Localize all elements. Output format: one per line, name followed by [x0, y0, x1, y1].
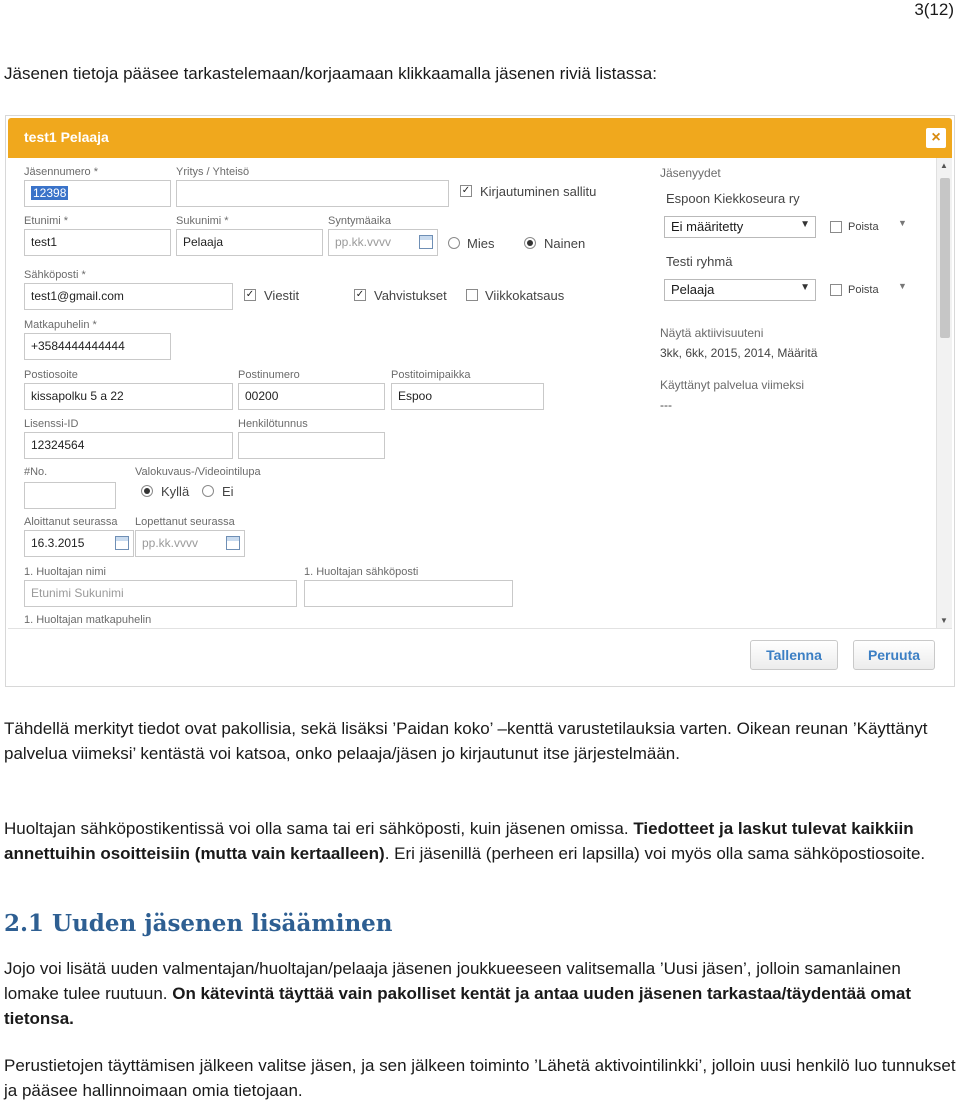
company-label: Yritys / Yhteisö: [176, 166, 250, 178]
login-allowed-label: Kirjautuminen sallitu: [480, 184, 597, 199]
paragraph-required-fields: Tähdellä merkityt tiedot ovat pakollisia, sekä lisäksi ’Paidan koko’ –kenttä varustetilauksia varten. Oikean reunan ’Käyttänyt palvelua viimeksi’ kentästä voi katsoa, onko pelaaja/jäsen jo kirjautunut itse järjestelmään.: [4, 719, 928, 763]
activity-label: Näytä aktiivisuuteni: [660, 326, 764, 340]
gender-female-radio[interactable]: [524, 237, 536, 249]
license-input[interactable]: 12324564: [24, 432, 233, 459]
joined-label: Aloittanut seurassa: [24, 516, 118, 528]
calendar-icon[interactable]: [226, 536, 240, 550]
guardian-name-label: 1. Huoltajan nimi: [24, 566, 106, 578]
weekly-review-label: Viikkokatsaus: [485, 288, 565, 303]
expand-icon[interactable]: ▼: [898, 281, 907, 291]
messages-checkbox[interactable]: ✓: [245, 289, 255, 300]
dialog-title: test1 Pelaaja: [24, 129, 109, 145]
joined-input[interactable]: 16.3.2015: [24, 530, 134, 557]
paragraph-guardian-email: Huoltajan sähköpostikentissä voi olla sama tai eri sähköposti, kuin jäsenen omissa. Tiedotteet ja laskut tulevat kaikkiin annettuihin osoitteisiin (mutta vain kertaalleen). Eri jäsenillä (perheen eri lapsilla) voi myös olla sama sähköpostiosoite.: [4, 819, 926, 863]
page-number: 3(12): [914, 0, 954, 19]
city-label: Postitoimipaikka: [391, 369, 471, 381]
postal-code-label: Postinumero: [238, 369, 300, 381]
guardian-email-input[interactable]: [304, 580, 513, 607]
guardian-name-input[interactable]: Etunimi Sukunimi: [24, 580, 297, 607]
birth-date-input[interactable]: pp.kk.vvvv: [328, 229, 438, 256]
club-role-select[interactable]: Ei määritetty ▼: [664, 216, 816, 238]
memberships-label: Jäsenyydet: [660, 166, 721, 180]
group-name: Testi ryhmä: [666, 254, 733, 269]
confirmations-checkbox[interactable]: ✓: [355, 289, 365, 300]
postal-code-input[interactable]: 00200: [238, 383, 385, 410]
photo-yes-label: Kyllä: [161, 484, 190, 499]
first-name-label: Etunimi *: [24, 215, 69, 227]
ssn-input[interactable]: [238, 432, 385, 459]
photo-permission-label: Valokuvaus-/Videointilupa: [135, 466, 261, 478]
dialog-scrollbar[interactable]: [936, 158, 952, 628]
mobile-input[interactable]: +3584444444444: [24, 333, 171, 360]
expand-icon[interactable]: ▼: [898, 218, 907, 228]
number-label: #No.: [24, 466, 48, 478]
ssn-label: Henkilötunnus: [238, 418, 308, 430]
photo-yes-radio[interactable]: [141, 485, 153, 497]
member-number-label: Jäsennumero *: [24, 166, 98, 178]
paragraph-new-member: Jojo voi lisätä uuden valmentajan/huoltajan/pelaaja jäsenen joukkueeseen valitsemalla ’Uusi jäsen’, jolloin samanlainen lomake tulee ruutuun. On kätevintä täyttää vain pakolliset kentät ja antaa uuden jäsenen tarkastaa/täydentää omat tietonsa.: [4, 959, 912, 1028]
email-input[interactable]: test1@gmail.com: [24, 283, 233, 310]
gender-female-label: Nainen: [544, 236, 586, 251]
gender-male-radio[interactable]: [448, 237, 460, 249]
company-input[interactable]: [176, 180, 449, 207]
mobile-label: Matkapuhelin *: [24, 319, 97, 331]
gender-male-label: Mies: [467, 236, 495, 251]
close-icon[interactable]: ×: [926, 128, 946, 148]
member-number-input[interactable]: 12398: [24, 180, 171, 207]
left-label: Lopettanut seurassa: [135, 516, 235, 528]
dropdown-caret-icon: ▼: [800, 219, 810, 230]
address-label: Postiosoite: [24, 369, 78, 381]
dropdown-caret-icon: ▼: [800, 282, 810, 293]
dialog-footer: [8, 628, 952, 686]
address-input[interactable]: kissapolku 5 a 22: [24, 383, 233, 410]
cancel-button[interactable]: Peruuta: [853, 640, 935, 670]
remove-group-label: Poista: [848, 284, 879, 296]
last-used-label: Käyttänyt palvelua viimeksi: [660, 378, 805, 392]
section-heading: 2.1 Uuden jäsenen lisääminen: [4, 910, 393, 937]
left-input[interactable]: pp.kk.vvvv: [135, 530, 245, 557]
photo-no-label: Ei: [222, 484, 234, 499]
group-role-select[interactable]: Pelaaja ▼: [664, 279, 816, 301]
save-button[interactable]: Tallenna: [750, 640, 838, 670]
license-label: Lisenssi-ID: [24, 418, 79, 430]
scroll-up-icon[interactable]: ▲: [940, 161, 948, 170]
guardian-mobile-label: 1. Huoltajan matkapuhelin: [24, 614, 152, 626]
number-input[interactable]: [24, 482, 116, 509]
last-name-input[interactable]: Pelaaja: [176, 229, 323, 256]
dialog-body: [8, 158, 934, 628]
dialog-header: [8, 118, 952, 158]
calendar-icon[interactable]: [115, 536, 129, 550]
activity-links[interactable]: 3kk, 6kk, 2015, 2014, Määritä: [660, 346, 818, 360]
birth-date-label: Syntymäaika: [328, 215, 391, 227]
photo-no-radio[interactable]: [202, 485, 214, 497]
paragraph-activation: Perustietojen täyttämisen jälkeen valitse jäsen, ja sen jälkeen toiminto ’Lähetä aktivointilinkki’, jolloin uusi henkilö luo tunnukset ja pääsee hallinnoimaan omia tietojaan.: [4, 1056, 956, 1100]
first-name-input[interactable]: test1: [24, 229, 171, 256]
weekly-review-checkbox[interactable]: [466, 289, 478, 301]
remove-group-checkbox[interactable]: [830, 284, 842, 296]
club-name: Espoon Kiekkoseura ry: [666, 191, 800, 206]
scroll-down-icon[interactable]: ▼: [940, 616, 948, 625]
remove-club-checkbox[interactable]: [830, 221, 842, 233]
messages-label: Viestit: [264, 288, 300, 303]
login-allowed-checkbox[interactable]: ✓: [461, 185, 471, 196]
guardian-email-label: 1. Huoltajan sähköposti: [304, 566, 419, 578]
member-dialog-screenshot: [5, 115, 955, 687]
intro-text: Jäsenen tietoja pääsee tarkastelemaan/korjaamaan klikkaamalla jäsenen riviä listassa:: [4, 64, 657, 83]
confirmations-label: Vahvistukset: [374, 288, 447, 303]
calendar-icon[interactable]: [419, 235, 433, 249]
scrollbar-thumb[interactable]: [940, 178, 950, 338]
email-label: Sähköposti *: [24, 269, 86, 281]
last-used-value: ---: [660, 398, 672, 412]
city-input[interactable]: Espoo: [391, 383, 544, 410]
last-name-label: Sukunimi *: [176, 215, 229, 227]
remove-club-label: Poista: [848, 221, 879, 233]
